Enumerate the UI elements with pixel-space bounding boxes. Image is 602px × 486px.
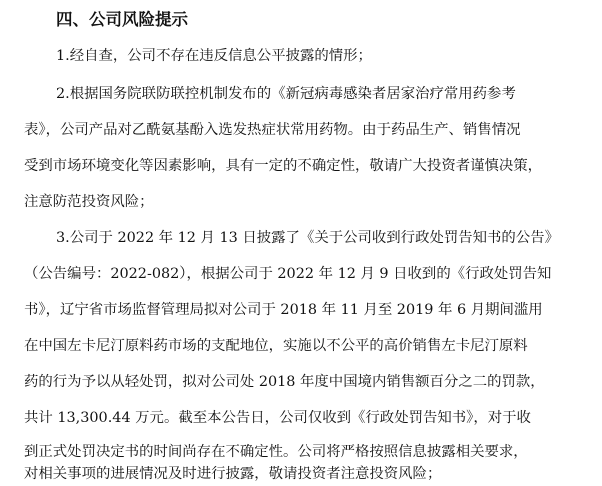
item-2-line-3: 受到市场环境变化等因素影响，具有一定的不确定性，敬请广大投资者谨慎决策， (24, 158, 543, 174)
item-3-line-1: 3.公司于 2022 年 12 月 13 日披露了《关于公司收到行政处罚告知书的公告》 (56, 230, 559, 246)
item-3-line-3: 书》，辽宁省市场监督管理局拟对公司于 2018 年 11 月至 2019 年 6 月期间滥用 (24, 302, 543, 318)
item-2-line-4: 注意防范投资风险； (24, 194, 154, 210)
item-3-line-2: （公告编号：2022-082），根据公司于 2022 年 12 月 9 日收到的《行政处罚告知 (24, 266, 552, 282)
item-3-line-7: 到正式处罚决定书的时间尚存在不确定性。公司将严格按照信息披露相关要求， (24, 444, 528, 460)
section-heading: 四、公司风险提示 (56, 10, 188, 29)
item-3-line-6: 共计 13,300.44 万元。截至本公告日，公司仅收到《行政处罚告知书》，对于收 (24, 410, 531, 426)
item-2-line-2: 表》，公司产品对乙酰氨基酚入选发热症状常用药物。由于药品生产、销售情况 (24, 122, 521, 138)
item-3-line-4: 在中国左卡尼汀原料药市场的支配地位，实施以不公平的高价销售左卡尼汀原料 (24, 338, 528, 354)
item-3-line-5: 药的行为予以从轻处罚，拟对公司处 2018 年度中国境内销售额百分之二的罚款， (24, 374, 545, 390)
item-3-line-8: 对相关事项的进展情况及时进行披露，敬请投资者注意投资风险； (24, 466, 442, 482)
item-2-line-1: 2.根据国务院联防联控机制发布的《新冠病毒感染者居家治疗常用药参考 (56, 86, 516, 102)
item-1-line-1: 1.经自查，公司不存在违反信息公平披露的情形； (56, 48, 372, 64)
